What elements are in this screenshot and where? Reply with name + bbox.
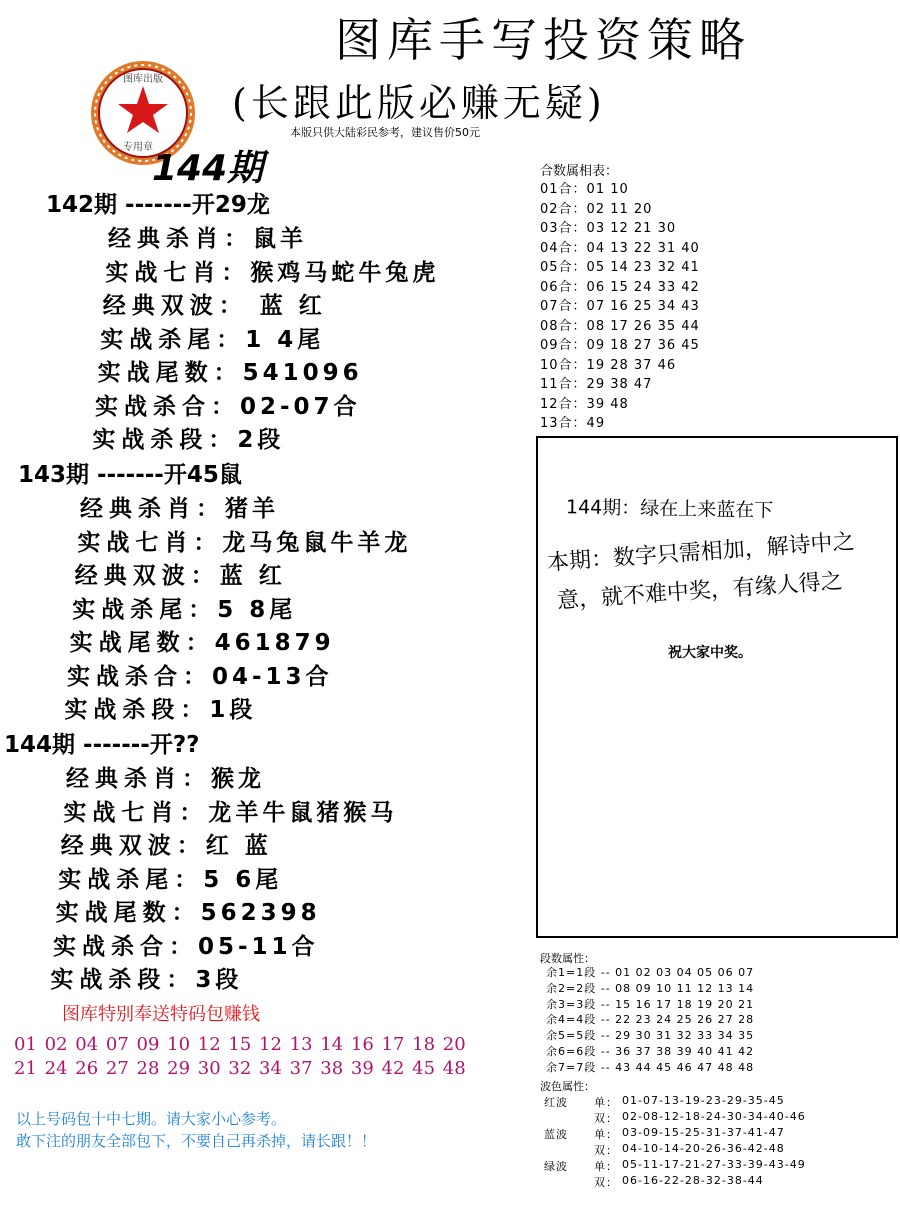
- row-label: 实战七肖：: [77, 529, 223, 556]
- row-value: 02-07合: [240, 393, 361, 420]
- gift-numbers-line-1: 01 02 04 07 09 10 12 15 12 13 14 16 17 18 20: [14, 1034, 466, 1055]
- period-row: [63, 794, 397, 827]
- combo-row: 02合：02 11 20: [540, 201, 653, 217]
- period-row: [105, 254, 439, 287]
- combo-row: 11合：29 38 47: [540, 377, 653, 392]
- page-subtitle: (长跟此版必赚无疑): [232, 81, 606, 125]
- gift-numbers-line-2: 21 24 26 27 28 29 30 32 34 37 38 39 42 45 48: [14, 1058, 466, 1079]
- poem-line-1: 144期：绿在上来蓝在下: [565, 496, 774, 522]
- row-value: 蓝 红: [219, 563, 286, 589]
- price-note: 本版只供大陆彩民参考，建议售价50元: [290, 126, 480, 139]
- row-label: 实战杀段：: [50, 967, 196, 993]
- row-label: 实战尾数：: [97, 360, 243, 386]
- row-label: 经典杀肖：: [66, 766, 211, 792]
- row-value: 5 6尾: [203, 866, 283, 893]
- segment-row: 余6=6段 -- 36 37 38 39 40 41 42: [546, 1045, 755, 1058]
- period-heading: 144期 -------开??: [4, 732, 200, 758]
- row-value: 蓝 红: [247, 293, 326, 319]
- blue-odd-label: 单：: [594, 1128, 618, 1141]
- row-value: 3段: [195, 967, 243, 993]
- row-label: 实战七肖：: [105, 259, 251, 286]
- period-row: [58, 861, 282, 894]
- segment-row: 余3=3段 -- 15 16 17 18 19 20 21: [546, 997, 755, 1011]
- combo-row: 01合：01 10: [540, 182, 629, 197]
- combo-row: 12合：39 48: [540, 396, 629, 412]
- period-row: [77, 524, 411, 557]
- period-heading: 143期 -------开45鼠: [18, 462, 242, 488]
- combo-row: 09合：09 18 27 36 45: [540, 338, 700, 353]
- poem-sign: 祝大家中奖。: [668, 645, 752, 661]
- row-label: 经典双波：: [60, 833, 206, 859]
- combo-row: 05合：05 14 23 32 41: [540, 260, 700, 275]
- green-even-values: 06-16-22-28-32-38-44: [622, 1174, 764, 1187]
- blue-even-values: 04-10-14-20-26-36-42-48: [622, 1142, 785, 1155]
- red-even-label: 双：: [594, 1112, 618, 1125]
- gift-notice-2: 敢下注的朋友全部包下，不要自己再杀掉，请长跟！！: [16, 1132, 377, 1150]
- combo-row: 04合：04 13 22 31 40: [540, 240, 700, 256]
- period-row: [95, 388, 361, 421]
- row-value: 龙马兔鼠牛羊龙: [222, 529, 412, 556]
- poem-line-2: 本期：数字只需相加，解诗中之: [546, 529, 856, 576]
- waves-title: 波色属性：: [540, 1080, 595, 1093]
- row-value: 1段: [209, 697, 257, 723]
- row-label: 实战杀段：: [92, 427, 238, 453]
- row-label: 经典杀肖：: [80, 496, 225, 522]
- period-row: [108, 220, 307, 253]
- row-value: 鼠羊: [253, 226, 307, 252]
- green-odd-values: 05-11-17-21-27-33-39-43-49: [622, 1158, 806, 1171]
- row-value: 猴鸡马蛇牛兔虎: [250, 259, 440, 286]
- period-row: [75, 557, 286, 590]
- row-value: 2段: [237, 427, 285, 453]
- row-value: 461879: [214, 630, 335, 656]
- row-value: 红 蓝: [205, 833, 272, 859]
- blue-even-label: 双：: [594, 1144, 618, 1157]
- row-value: 05-11合: [198, 933, 319, 960]
- gift-title: 图库特别奉送特码包赚钱: [62, 1004, 260, 1025]
- combo-row: 06合：06 15 24 33 42: [540, 279, 700, 295]
- period-row: [56, 894, 321, 927]
- period-row: [98, 354, 363, 387]
- issue-number: 144期: [152, 148, 264, 189]
- green-odd-label: 单：: [594, 1160, 618, 1173]
- combo-row: 07合：07 16 25 34 43: [540, 299, 700, 314]
- segment-row: 余2=2段 -- 08 09 10 11 12 13 14: [546, 981, 755, 995]
- red-odd-label: 单：: [594, 1096, 618, 1109]
- combo-row: 10合：19 28 37 46: [540, 357, 677, 373]
- row-label: 实战尾数：: [69, 630, 215, 656]
- period-row: [72, 591, 296, 624]
- segment-row: 余1=1段 -- 01 02 03 04 05 06 07: [546, 966, 755, 979]
- row-label: 经典杀肖：: [108, 226, 253, 252]
- period-row: [80, 490, 279, 523]
- row-label: 实战杀尾：: [100, 326, 246, 353]
- row-label: 实战杀合：: [67, 663, 212, 690]
- row-value: 猪羊: [225, 496, 279, 522]
- combo-row: 03合：03 12 21 30: [540, 221, 677, 236]
- period-row: [70, 624, 335, 657]
- combo-row: 08合：08 17 26 35 44: [540, 318, 700, 334]
- red-odd-values: 01-07-13-19-23-29-35-45: [622, 1094, 785, 1107]
- period-row: [103, 287, 326, 320]
- row-label: 实战尾数：: [55, 900, 201, 926]
- row-value: 5 8尾: [217, 596, 297, 623]
- green-wave-label: 绿波: [544, 1160, 568, 1173]
- blue-odd-values: 03-09-15-25-31-37-41-47: [622, 1126, 785, 1139]
- segments-title: 段数属性：: [540, 952, 595, 965]
- green-even-label: 双：: [594, 1176, 618, 1189]
- combo-table-title: 合数属相表：: [540, 164, 619, 179]
- period-row: [67, 658, 333, 691]
- row-value: 龙羊牛鼠猪猴马: [208, 799, 398, 826]
- segment-row: 余4=4段 -- 22 23 24 25 26 27 28: [546, 1013, 755, 1027]
- row-label: 实战杀合：: [53, 933, 198, 960]
- gift-notice-1: 以上号码包十中七期。请大家小心参考。: [16, 1110, 287, 1128]
- stamp-top-text: 图库出版: [123, 74, 163, 85]
- period-row: [61, 827, 272, 860]
- period-heading: 142期 -------开29龙: [46, 192, 270, 218]
- combo-row: 13合：49: [540, 416, 606, 431]
- blue-wave-label: 蓝波: [544, 1128, 568, 1141]
- red-wave-label: 红波: [544, 1096, 568, 1109]
- row-label: 经典双波：: [102, 293, 248, 319]
- period-row: [50, 961, 242, 994]
- row-label: 实战七肖：: [63, 799, 209, 826]
- period-row: [53, 928, 319, 961]
- row-label: 实战杀段：: [64, 697, 210, 723]
- poem-line-3: 意，就不难中奖，有缘人得之: [556, 569, 844, 614]
- row-value: 04-13合: [212, 663, 333, 690]
- row-value: 1 4尾: [245, 326, 325, 353]
- row-value: 562398: [200, 900, 321, 926]
- period-row: [66, 760, 265, 793]
- stamp-bottom-text: 专用章: [123, 142, 153, 153]
- red-even-values: 02-08-12-18-24-30-34-40-46: [622, 1110, 806, 1123]
- segment-row: 余7=7段 -- 43 44 45 46 47 48 48: [546, 1060, 755, 1074]
- row-value: 541096: [242, 360, 363, 386]
- row-label: 经典双波：: [74, 563, 220, 589]
- period-row: [64, 691, 256, 724]
- row-label: 实战杀尾：: [58, 866, 204, 893]
- row-label: 实战杀尾：: [72, 596, 218, 623]
- segment-row: 余5=5段 -- 29 30 31 32 33 34 35: [546, 1029, 755, 1043]
- row-label: 实战杀合：: [95, 393, 240, 420]
- page-title: 图库手写投资策略: [335, 13, 751, 67]
- period-row: [100, 321, 324, 354]
- row-value: 猴龙: [211, 766, 265, 792]
- period-row: [92, 421, 284, 454]
